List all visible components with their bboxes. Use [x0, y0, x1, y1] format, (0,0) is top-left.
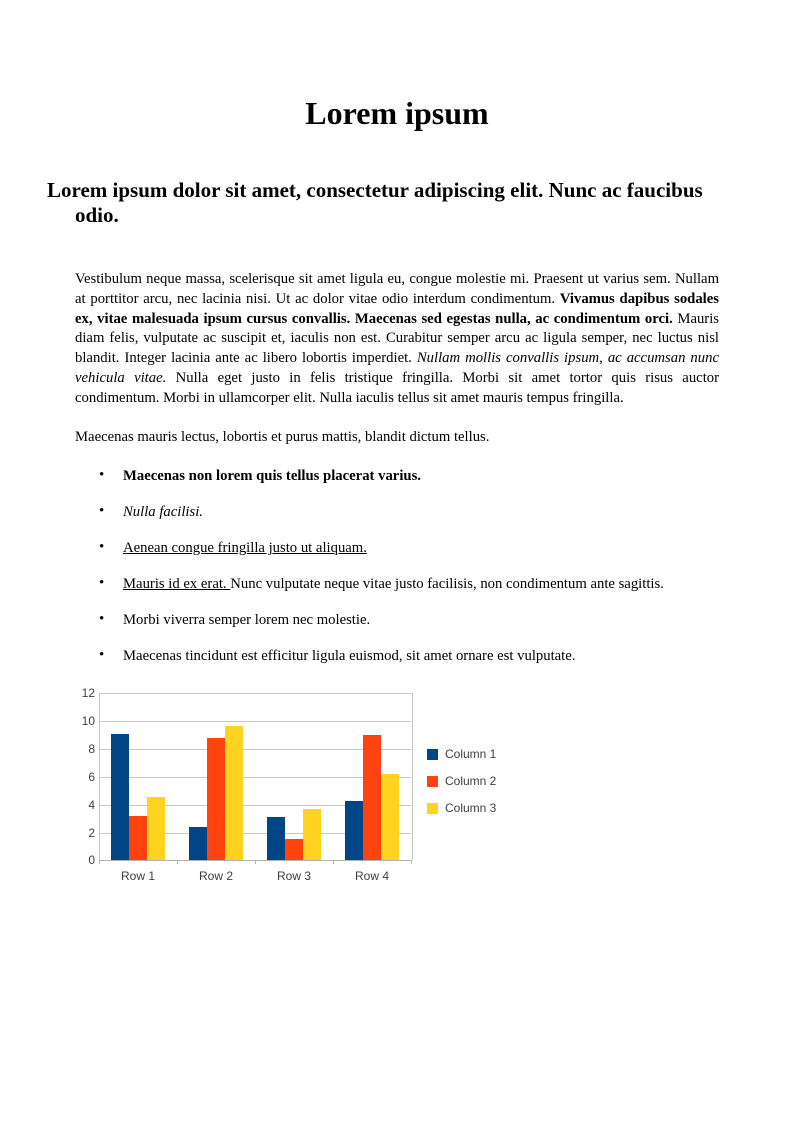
text-run: Vestibulum neque massa, scelerisque sit amet ligula eu, congue molestie mi. Praesent ut varius sem. Nullam at porttitor arcu, nec lacinia nisi. Ut ac dolor vitae odio interdum condimentum.: [75, 271, 719, 307]
list-item-text: [123, 468, 421, 484]
list-item: [99, 466, 719, 486]
text-run: Nullam mollis convallis ipsum, ac accumsan nunc vehicula vitae.: [75, 350, 719, 386]
bar-column-3-row-4: [381, 774, 399, 860]
y-axis-tick-label: 12: [81, 686, 95, 701]
x-axis-category-label: Row 2: [198, 869, 233, 884]
bar-column-1-row-1: [111, 734, 129, 861]
y-axis-tick-label: 8: [88, 742, 95, 757]
y-axis-tick-label: 2: [88, 825, 95, 840]
bar-column-2-row-1: [129, 816, 147, 861]
bar-column-1-row-2: [189, 827, 207, 860]
legend-entry: [427, 747, 496, 761]
x-axis-tick: [255, 860, 256, 864]
legend-swatch-icon: [427, 749, 438, 760]
list-item: [99, 502, 719, 522]
text-run: Nulla facilisi.: [123, 504, 203, 521]
document-title: Lorem ipsum: [305, 95, 489, 131]
y-axis-tick-label: 6: [88, 769, 95, 784]
bar-column-3-row-1: [147, 797, 165, 860]
bullet-list: [99, 466, 719, 666]
bar-column-1-row-3: [267, 817, 285, 860]
legend-swatch-icon: [427, 803, 438, 814]
x-axis-category-label: Row 1: [120, 869, 155, 884]
list-item-text: [123, 612, 370, 628]
bar-column-2-row-4: [363, 735, 381, 861]
y-axis-tick-label: 4: [88, 797, 95, 812]
body-paragraph-1: [75, 270, 719, 409]
bullet-icon: •: [99, 467, 105, 484]
bullet-icon: •: [99, 503, 105, 520]
text-run: Mauris id ex erat.: [123, 576, 231, 593]
bar-column-2-row-3: [285, 839, 303, 860]
gridline: [99, 693, 411, 694]
text-run: Maecenas tincidunt est efficitur ligula euismod, sit amet ornare est vulputate.: [123, 648, 576, 665]
bullet-icon: •: [99, 539, 105, 556]
x-axis-tick: [333, 860, 334, 864]
bullet-icon: •: [99, 575, 105, 592]
bar-chart: [75, 682, 545, 894]
list-item: [99, 646, 719, 666]
legend-label: Column 1: [445, 747, 497, 762]
bar-column-3-row-2: [225, 726, 243, 860]
x-axis-category-label: Row 3: [276, 869, 311, 884]
list-item-text: [123, 540, 367, 556]
text-run: Morbi viverra semper lorem nec molestie.: [123, 612, 371, 629]
list-item-text: [123, 648, 575, 664]
x-axis-category-label: Row 4: [354, 869, 389, 884]
y-axis-tick-label: 0: [88, 853, 95, 868]
legend-label: Column 2: [445, 774, 497, 789]
legend-entry: [427, 774, 496, 788]
body-paragraph-2: Maecenas mauris lectus, lobortis et purus mattis, blandit dictum tellus.: [75, 428, 490, 445]
text-run: Maecenas non lorem quis tellus placerat varius.: [123, 468, 421, 485]
list-item: [99, 610, 719, 630]
bullet-icon: •: [99, 611, 105, 628]
section-heading: Lorem ipsum dolor sit amet, consectetur adipiscing elit. Nunc ac faucibus odio.: [47, 178, 703, 227]
legend-entry: [427, 801, 496, 815]
text-run: Mauris diam felis, vulputate ac suscipit et, iaculis non est. Curabitur semper arcu ac ligula semper, nec luctus nisl blandit. Integer lacinia ante ac libero lobortis imperdiet.: [75, 310, 719, 367]
x-axis-tick: [411, 860, 412, 864]
list-item: [99, 574, 719, 594]
bullet-icon: •: [99, 647, 105, 664]
list-item: [99, 538, 719, 558]
chart-legend: [427, 747, 496, 828]
y-axis-tick-label: 10: [81, 714, 95, 729]
text-run: Vivamus dapibus sodales ex, vitae malesuada ipsum cursus convallis. Maecenas sed egestas nulla, ac condimentum orci.: [75, 290, 719, 327]
text-run: Nulla eget justo in felis tristique fringilla. Morbi sit amet tortor quis risus auctor condimentum. Morbi in ullamcorper elit. Nulla iaculis tellus sit amet mauris tempus fringilla.: [75, 369, 720, 406]
text-run: Aenean congue fringilla justo ut aliquam.: [123, 540, 367, 557]
list-item-text: [123, 504, 203, 520]
x-axis-tick: [99, 860, 100, 864]
bar-column-3-row-3: [303, 809, 321, 861]
bar-column-2-row-2: [207, 738, 225, 861]
x-axis-tick: [177, 860, 178, 864]
list-item-text: [123, 576, 664, 592]
bar-column-1-row-4: [345, 801, 363, 861]
gridline: [99, 721, 411, 722]
legend-swatch-icon: [427, 776, 438, 787]
legend-label: Column 3: [445, 801, 497, 816]
text-run: Nunc vulputate neque vitae justo facilisis, non condimentum ante sagittis.: [230, 576, 664, 593]
